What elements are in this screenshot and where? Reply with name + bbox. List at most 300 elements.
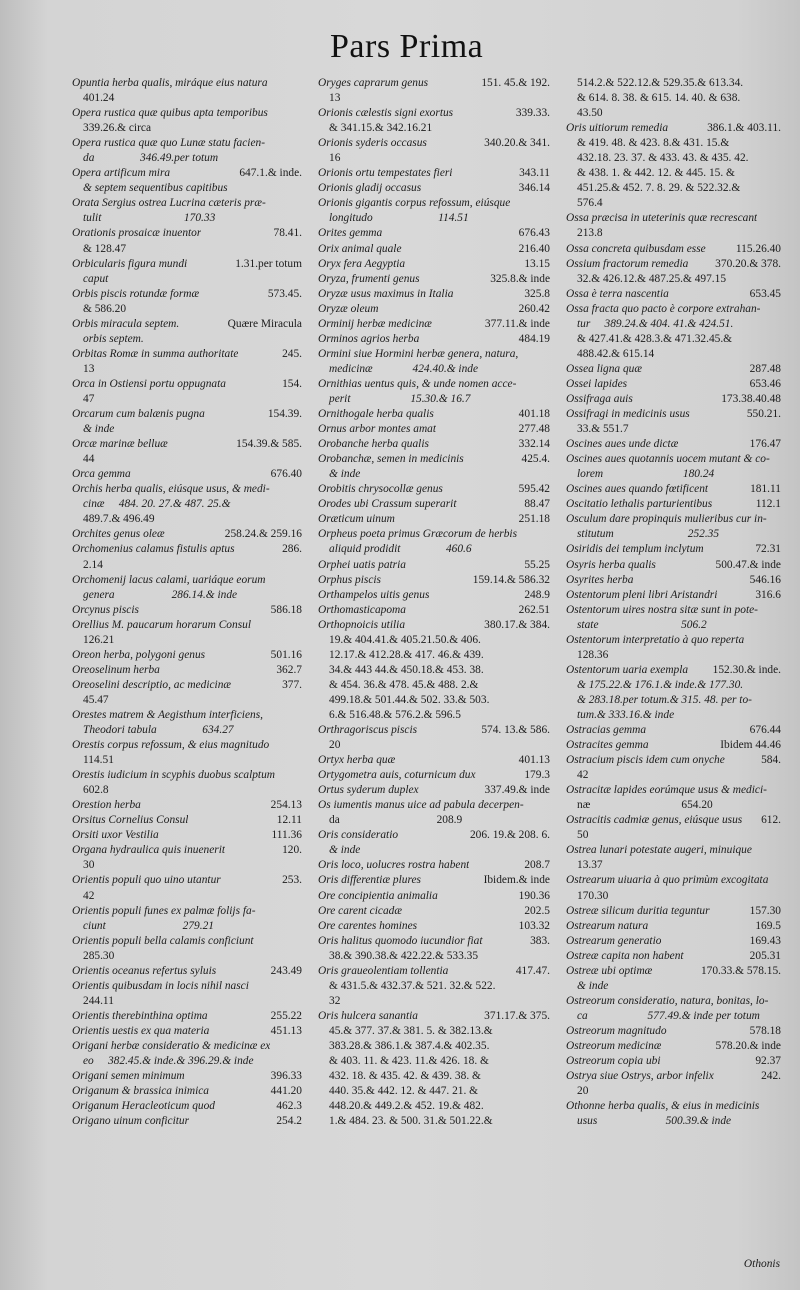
- index-term: Oryx fera Aegyptia: [318, 257, 406, 270]
- index-term: Ore carentes homines: [318, 919, 418, 932]
- index-term: Orionis gladij occasus: [318, 182, 422, 195]
- index-continuation: 16: [329, 152, 341, 165]
- index-entry: [318, 558, 550, 573]
- index-entry-line: [72, 708, 302, 723]
- index-reference: 202.5: [524, 904, 550, 917]
- index-reference: 254.2: [276, 1115, 302, 1128]
- index-term: Ostracitis cadmiæ genus, eiúsque usus: [566, 814, 743, 827]
- index-entry-line: [318, 904, 550, 919]
- index-entry-line: [318, 783, 550, 798]
- index-column-2: [318, 76, 550, 1129]
- index-entry-line: [72, 437, 302, 452]
- index-reference: 425.4.: [521, 453, 550, 466]
- index-term: Ostentorum uaria exempla: [566, 663, 689, 676]
- index-entry-line: [566, 437, 781, 452]
- index-term: Orionis syderis occasus: [318, 137, 427, 150]
- index-term: Orbis piscis rotundæ formæ: [72, 287, 200, 300]
- index-reference: 72.31: [755, 543, 781, 556]
- index-continuation: 30: [83, 859, 95, 872]
- index-reference: 206. 19.& 208. 6.: [469, 829, 550, 842]
- index-reference: 253.: [282, 874, 302, 887]
- index-continuation: ca 577.49.& inde per totum: [577, 1009, 760, 1022]
- index-entry: [72, 317, 302, 347]
- index-entry: [318, 603, 550, 618]
- index-reference: 251.18: [518, 513, 550, 526]
- index-term: Oreoselinum herba: [72, 663, 160, 676]
- index-entry-line: [318, 873, 550, 888]
- index-reference: 451.13: [270, 1024, 302, 1037]
- index-entry: [318, 482, 550, 497]
- index-entry: [318, 934, 550, 964]
- index-continuation: 43.50: [577, 107, 603, 120]
- index-reference: 676.40: [270, 468, 302, 481]
- index-entry: [566, 588, 781, 603]
- index-entry-line: [318, 106, 550, 121]
- index-reference: 208.7: [524, 859, 550, 872]
- index-term: Ore carent cicadæ: [318, 904, 402, 917]
- index-entry: [72, 1024, 302, 1039]
- index-entry: [566, 512, 781, 542]
- index-entry: [72, 873, 302, 903]
- index-reference: 578.18: [749, 1024, 781, 1037]
- index-entry-line: [566, 257, 781, 272]
- index-continuation: 13: [83, 362, 95, 375]
- index-reference: 190.36: [518, 889, 550, 902]
- index-entry-line: [566, 392, 781, 407]
- index-entry: [72, 904, 302, 934]
- index-reference: 157.30: [749, 904, 781, 917]
- index-entry: [318, 497, 550, 512]
- index-entry: [566, 1024, 781, 1039]
- index-entry-line: [318, 136, 550, 151]
- index-term: Ostreorum magnitudo: [566, 1024, 667, 1037]
- index-entry: [72, 828, 302, 843]
- index-term: Ostrearum natura: [566, 919, 649, 932]
- index-entry: [566, 603, 781, 633]
- index-reference: 484.19: [518, 332, 550, 345]
- index-entry-line: [72, 76, 302, 91]
- index-entry-line: [72, 813, 302, 828]
- index-reference: 120.: [282, 844, 302, 857]
- index-reference: 243.49: [270, 964, 302, 977]
- index-term: Othonne herba qualis, & eius in medicinis: [566, 1100, 760, 1113]
- index-reference: 111.36: [271, 829, 302, 842]
- index-entry-line: [566, 813, 781, 828]
- index-continuation: 383.28.& 386.1.& 387.4.& 402.35.: [329, 1040, 490, 1052]
- index-entry: [566, 1069, 781, 1099]
- index-entry: [318, 422, 550, 437]
- index-entry: [566, 843, 781, 873]
- index-term: Orestis iudicium in scyphis duobus scalptum: [72, 769, 276, 782]
- index-entry-line: [566, 663, 781, 678]
- index-entry-line: [72, 1114, 302, 1129]
- index-continuation: 42: [577, 769, 589, 782]
- index-reference: 417.47.: [515, 964, 550, 977]
- index-reference: 401.13: [518, 754, 550, 767]
- index-term: Orthopnoicis utilia: [318, 618, 406, 631]
- index-term: Orestis corpus refossum, & eius magnitudo: [72, 739, 270, 752]
- index-reference: 152.30.& inde.: [712, 663, 781, 676]
- index-reference: Ibidem.& inde: [483, 874, 550, 887]
- index-term: Oræticum uinum: [318, 513, 395, 526]
- index-entry: [566, 813, 781, 843]
- index-term: Ormini siue Hormini herbæ genera, natura,: [318, 347, 519, 360]
- index-term: Oris hulcera sanantia: [318, 1009, 418, 1022]
- index-term: Opera rustica quæ quo Lunæ statu facien-: [72, 137, 266, 150]
- index-term: Oris differentiæ plures: [318, 874, 421, 887]
- index-continuation: & 431.5.& 432.37.& 521. 32.& 522.: [329, 979, 496, 992]
- index-entry-line: [566, 949, 781, 964]
- index-entry-line: [318, 347, 550, 362]
- index-reference: 586.18: [270, 603, 302, 616]
- index-entry-line: [72, 287, 302, 302]
- index-entry: [566, 994, 781, 1024]
- index-continuation: 45.& 377. 37.& 381. 5. & 382.13.&: [329, 1024, 493, 1037]
- index-continuation: 32: [329, 994, 341, 1007]
- index-reference: 383.: [530, 934, 550, 947]
- index-term: Orata Sergius ostrea Lucrina cæteris præ-: [72, 197, 266, 210]
- index-reference: 151. 45.& 192.: [481, 77, 550, 89]
- index-entry: [318, 136, 550, 166]
- index-entry: [566, 633, 781, 663]
- index-term: Orientis populi funes ex palmæ folijs fa-: [72, 904, 256, 917]
- index-entry: [566, 452, 781, 482]
- index-continuation: 440. 35.& 442. 12. & 447. 21. &: [329, 1085, 479, 1098]
- index-continuation: genera 286.14.& inde: [83, 588, 238, 601]
- index-entry: [72, 347, 302, 377]
- index-entry: [318, 783, 550, 798]
- index-entry: [318, 242, 550, 257]
- index-entry-line: [72, 377, 302, 392]
- index-term: Ostrya siue Ostrys, arbor infelix: [566, 1070, 714, 1083]
- index-reference: 159.14.& 586.32: [472, 573, 550, 586]
- index-term: Orphei uatis patria: [318, 558, 406, 571]
- index-entry-line: [72, 1039, 302, 1054]
- index-entry: [318, 332, 550, 347]
- index-entry: [318, 272, 550, 287]
- index-term: Oreoselini descriptio, ac medicinæ: [72, 678, 232, 691]
- index-entry: [566, 964, 781, 994]
- index-continuation: næ 654.20: [577, 799, 713, 812]
- index-entry-line: [566, 783, 781, 798]
- index-continuation: 44: [83, 453, 95, 466]
- index-term: Opuntia herba qualis, miráque eius natura: [72, 77, 268, 89]
- index-entry: [72, 166, 302, 196]
- index-reference: 676.43: [518, 227, 550, 240]
- index-term: Oryges caprarum genus: [318, 77, 429, 89]
- index-entry-line: [72, 663, 302, 678]
- index-term: Orientis quibusdam in locis nihil nasci: [72, 979, 249, 992]
- index-entry: [566, 783, 781, 813]
- index-entry-line: [566, 753, 781, 768]
- index-term: Orbis miracula septem.: [72, 317, 180, 330]
- index-continuation: longitudo 114.51: [329, 212, 469, 225]
- index-entry: [566, 904, 781, 919]
- index-reference: 574. 13.& 586.: [481, 724, 550, 737]
- index-term: Ostracites gemma: [566, 739, 649, 752]
- index-entry-line: [72, 482, 302, 497]
- index-entry: [72, 542, 302, 572]
- index-entry-line: [72, 542, 302, 557]
- index-term: Orthampelos uitis genus: [318, 588, 430, 601]
- index-entry: [318, 452, 550, 482]
- index-term: Os iumentis manus uice ad pabula decerpen-: [318, 799, 524, 812]
- index-entry-line: [318, 287, 550, 302]
- index-reference: 396.33: [270, 1070, 302, 1083]
- index-entry-line: [318, 196, 550, 211]
- index-reference: 386.1.& 403.11.: [707, 122, 781, 135]
- index-entry: [72, 1069, 302, 1084]
- index-entry: [72, 437, 302, 467]
- index-entry: [72, 196, 302, 226]
- index-entry: [72, 1114, 302, 1129]
- index-entry-line: [72, 648, 302, 663]
- index-reference: 154.: [282, 377, 302, 390]
- index-entry-line: [566, 242, 781, 257]
- index-continuation: & 614. 8. 38. & 615. 14. 40. & 638.: [577, 92, 741, 105]
- index-entry: [566, 949, 781, 964]
- index-reference: 92.37: [755, 1055, 781, 1068]
- index-continuation: 514.2.& 522.12.& 529.35.& 613.34.: [577, 77, 744, 89]
- index-term: Orchites genus oleæ: [72, 528, 165, 541]
- index-entry-line: [566, 407, 781, 422]
- index-entry-line: [566, 964, 781, 979]
- index-reference: 103.32: [518, 919, 550, 932]
- index-term: Orca in Ostiensi portu oppugnata: [72, 377, 226, 390]
- index-term: Orthragoriscus piscis: [318, 724, 418, 737]
- index-continuation: 13: [329, 92, 341, 105]
- index-term: Ostreorum consideratio, natura, bonitas, lo-: [566, 994, 769, 1007]
- index-reference: 340.20.& 341.: [484, 137, 550, 150]
- index-term: Orationis prosaicæ inuentor: [72, 227, 202, 240]
- index-continuation: 20: [329, 739, 341, 752]
- index-term: Ostentorum interpretatio à quo reperta: [566, 633, 745, 646]
- index-entry: [318, 768, 550, 783]
- index-entry: [318, 257, 550, 272]
- index-entry-line: [566, 1039, 781, 1054]
- index-entry-line: [318, 166, 550, 181]
- index-reference: 401.18: [518, 408, 550, 421]
- index-entry: [72, 663, 302, 678]
- index-entry: [318, 106, 550, 136]
- index-reference: 216.40: [518, 242, 550, 255]
- index-continuation: 114.51: [83, 754, 114, 767]
- index-entry-line: [318, 934, 550, 949]
- index-entry: [566, 407, 781, 437]
- index-term: Oris loco, uolucres rostra habent: [318, 859, 470, 872]
- index-entry-line: [318, 768, 550, 783]
- index-entry-line: [72, 106, 302, 121]
- index-entry-line: [566, 723, 781, 738]
- index-term: Orminij herbæ medicinæ: [318, 317, 432, 330]
- index-continuation: 12.17.& 412.28.& 417. 46.& 439.: [329, 648, 484, 661]
- index-continuation: & 175.22.& 176.1.& inde.& 177.30.: [577, 678, 744, 691]
- index-term: Orobanche herba qualis: [318, 438, 429, 451]
- index-reference: 154.39.& 585.: [236, 438, 302, 451]
- index-term: Orchomenius calamus fistulis aptus: [72, 543, 235, 556]
- index-term: Ortygometra auis, coturnicum dux: [318, 769, 476, 782]
- index-term: Orcynus piscis: [72, 603, 139, 616]
- index-continuation: perit 15.30.& 16.7: [329, 392, 471, 405]
- index-reference: Quære Miracula: [227, 317, 302, 330]
- index-term: Origani herbæ consideratio & medicinæ ex: [72, 1040, 271, 1052]
- index-term: Orellius M. paucarum horarum Consul: [72, 618, 251, 631]
- index-entry: [566, 919, 781, 934]
- index-entry: [72, 603, 302, 618]
- index-entry-line: [318, 512, 550, 527]
- index-term: Orionis gigantis corpus refossum, eiúsque: [318, 197, 511, 210]
- index-term: Origanum Heracleoticum quod: [72, 1100, 215, 1113]
- index-entry: [566, 377, 781, 392]
- index-reference: 332.14: [518, 438, 550, 451]
- index-term: Ostreorum copia ubi: [566, 1055, 661, 1068]
- index-reference: 676.44: [749, 724, 781, 737]
- index-entry-line: [72, 257, 302, 272]
- index-term: Ossa concreta quibusdam esse: [566, 242, 706, 255]
- index-continuation: medicinæ 424.40.& inde: [329, 362, 479, 375]
- index-term: Ossa fracta quo pacto è corpore extrahan-: [566, 302, 761, 315]
- index-continuation: 32.& 426.12.& 487.25.& 497.15: [577, 272, 727, 285]
- index-continuation: tulit 170.33: [83, 212, 216, 225]
- index-reference: 169.5: [755, 919, 781, 932]
- index-entry-line: [566, 377, 781, 392]
- index-entry-line: [318, 798, 550, 813]
- index-entry-line: [72, 1099, 302, 1114]
- index-entry: [566, 497, 781, 512]
- index-reference: 115.26.40: [735, 242, 781, 255]
- index-continuation: 488.42.& 615.14: [577, 347, 655, 360]
- index-entry-line: [72, 904, 302, 919]
- index-entry: [566, 753, 781, 783]
- index-continuation: & 586.20: [83, 302, 127, 315]
- index-reference: 337.49.& inde: [484, 784, 550, 797]
- index-entry-line: [72, 317, 302, 332]
- index-reference: 578.20.& inde: [715, 1040, 781, 1052]
- index-continuation: 1.& 484. 23. & 500. 31.& 501.22.&: [329, 1115, 493, 1128]
- index-entry: [318, 407, 550, 422]
- index-continuation: & 454. 36.& 478. 45.& 488. 2.&: [329, 678, 479, 691]
- index-reference: 287.48: [749, 362, 781, 375]
- index-entry-line: [566, 497, 781, 512]
- index-term: Ortyx herba quæ: [318, 754, 396, 767]
- index-entry-line: [318, 181, 550, 196]
- index-continuation: & 438. 1. & 442. 12. & 445. 15. &: [577, 167, 735, 180]
- index-entry-line: [72, 873, 302, 888]
- index-continuation: da 346.49.per totum: [83, 152, 219, 165]
- index-reference: 262.51: [518, 603, 550, 616]
- index-continuation: caput: [83, 272, 109, 285]
- index-entry-line: [566, 738, 781, 753]
- index-entry-line: [72, 768, 302, 783]
- index-term: Organa hydraulica quis inuenerit: [72, 844, 226, 857]
- index-entry-line: [566, 482, 781, 497]
- index-continuation: & 427.41.& 428.3.& 471.32.45.&: [577, 332, 733, 345]
- index-continuation: aliquid prodidit 460.6: [329, 543, 472, 556]
- index-continuation: cinæ 484. 20. 27.& 487. 25.&: [83, 498, 231, 511]
- index-entry-line: [72, 979, 302, 994]
- index-term: Oscitatio lethalis parturientibus: [566, 498, 713, 511]
- index-reference: 612.: [761, 814, 781, 827]
- index-entry: [72, 76, 302, 106]
- index-entry: [72, 964, 302, 979]
- index-term: Oris halitus quomodo iucundior fiat: [318, 934, 483, 947]
- index-term: Opera artificum mira: [72, 167, 171, 180]
- index-reference: 362.7: [276, 663, 302, 676]
- index-continuation: usus 500.39.& inde: [577, 1115, 732, 1128]
- index-entry: [318, 723, 550, 753]
- index-continuation: 448.20.& 449.2.& 452. 19.& 482.: [329, 1100, 484, 1113]
- index-term: Ostreorum medicinæ: [566, 1040, 662, 1052]
- index-continuation: 401.24: [83, 92, 115, 105]
- index-continuation: & inde: [329, 468, 361, 481]
- index-term: Orobanchæ, semen in medicinis: [318, 453, 464, 466]
- index-entry-line: [566, 603, 781, 618]
- index-reference: 154.39.: [267, 408, 302, 421]
- index-entry: [566, 1039, 781, 1054]
- index-column-3: [566, 76, 781, 1129]
- index-term: Ossium fractorum remedia: [566, 257, 689, 270]
- index-entry: [318, 858, 550, 873]
- index-entry-line: [318, 437, 550, 452]
- index-entry-line: [318, 527, 550, 542]
- index-entry: [566, 558, 781, 573]
- index-entry-line: [566, 904, 781, 919]
- index-continuation: da 208.9: [329, 814, 463, 827]
- index-entry: [566, 362, 781, 377]
- index-continuation: 38.& 390.38.& 422.22.& 533.35: [329, 949, 479, 962]
- index-term: Ossifragi in medicinis usus: [566, 408, 690, 421]
- index-term: Orbitas Romæ in summa authoritate: [72, 347, 239, 360]
- index-reference: 546.16: [749, 573, 781, 586]
- index-reference: 573.45.: [267, 287, 302, 300]
- index-continuation: 285.30: [83, 949, 115, 962]
- index-entry: [566, 211, 781, 241]
- index-entry-line: [318, 919, 550, 934]
- index-entry: [72, 1099, 302, 1114]
- index-reference: 13.15: [524, 257, 550, 270]
- index-reference: 245.: [282, 347, 302, 360]
- index-reference: 55.25: [524, 558, 550, 571]
- index-entry: [318, 904, 550, 919]
- index-entry: [566, 392, 781, 407]
- index-reference: Ibidem 44.46: [720, 739, 781, 752]
- index-entry-line: [566, 211, 781, 226]
- index-reference: 500.47.& inde: [715, 558, 781, 571]
- index-reference: 258.24.& 259.16: [224, 528, 302, 541]
- index-reference: 377.: [282, 678, 302, 691]
- index-entry: [72, 527, 302, 542]
- index-term: Ostentorum uires nostra sitæ sunt in pote-: [566, 603, 758, 616]
- index-entry-line: [72, 934, 302, 949]
- index-entry: [72, 934, 302, 964]
- index-term: Ostrea lunari potestate augeri, minuique: [566, 844, 752, 857]
- index-entry-line: [318, 889, 550, 904]
- index-entry-line: [566, 843, 781, 858]
- index-entry: [72, 226, 302, 256]
- index-continuation: 432.18. 23. 37. & 433. 43. & 435. 42.: [577, 152, 749, 165]
- index-entry: [566, 663, 781, 723]
- index-entry: [318, 618, 550, 723]
- index-entry: [566, 542, 781, 557]
- index-term: Orionis cælestis signi exortus: [318, 107, 454, 120]
- index-reference: 176.47: [749, 438, 781, 451]
- index-entry-line: [318, 573, 550, 588]
- index-entry: [318, 347, 550, 377]
- index-entry-line: [72, 573, 302, 588]
- index-entry: [566, 287, 781, 302]
- index-reference: 286.: [282, 543, 302, 556]
- index-term: Ostentorum pleni libri Aristandri: [566, 588, 718, 601]
